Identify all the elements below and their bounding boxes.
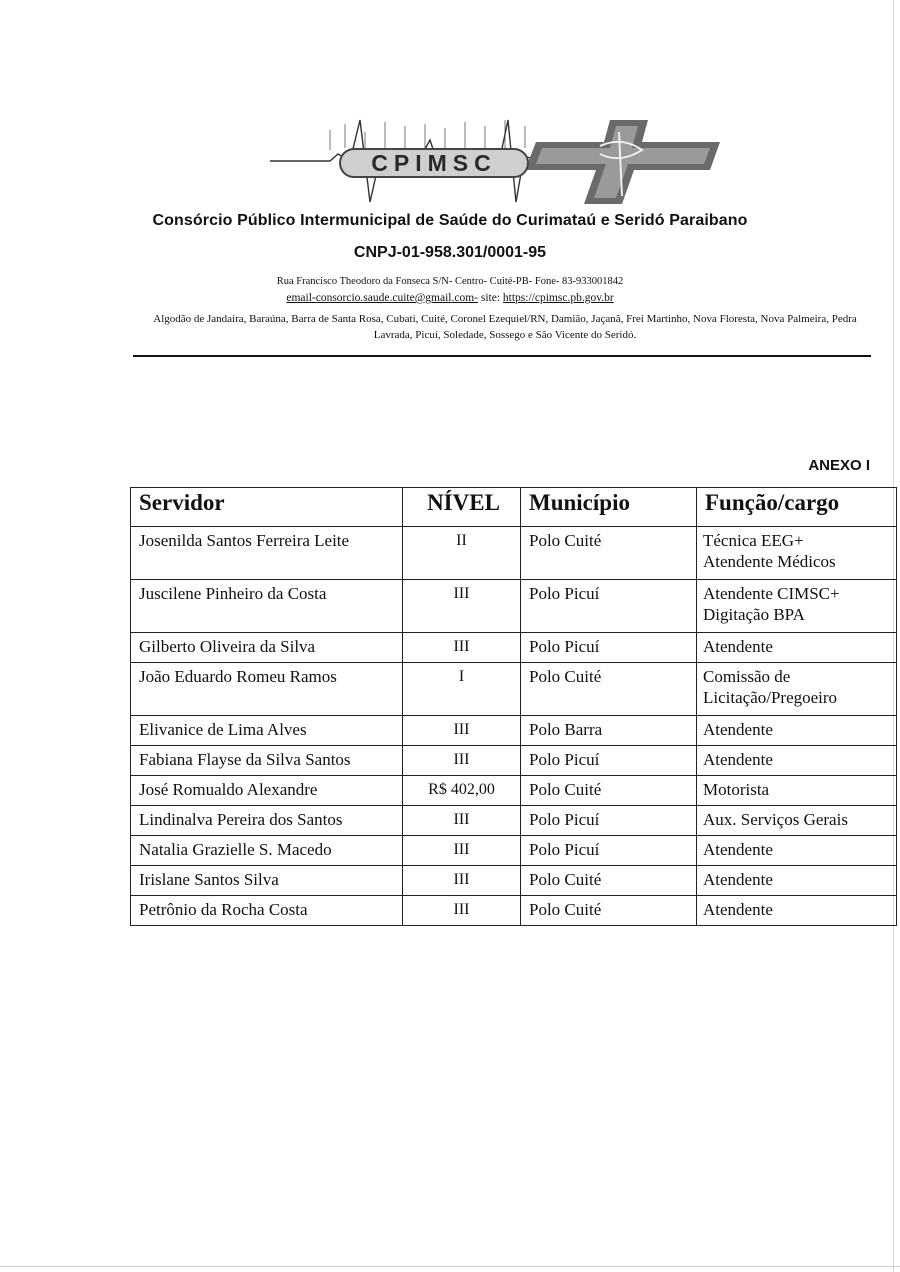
cargo-line: Licitação/Pregoeiro <box>703 688 838 707</box>
cell-cargo <box>697 806 897 836</box>
cell-cargo <box>697 716 897 746</box>
table-row <box>131 836 897 866</box>
cargo-line: Aux. Serviços Gerais <box>703 810 848 829</box>
cell-nivel: III <box>403 716 521 746</box>
cell-municipio: Polo Cuité <box>521 866 697 896</box>
cargo-line: Comissão de <box>703 667 791 686</box>
site-label: site: <box>480 292 501 304</box>
cell-cargo <box>697 580 897 633</box>
cell-nivel: R$ 402,00 <box>403 776 521 806</box>
cell-cargo <box>697 866 897 896</box>
cell-cargo <box>697 896 897 926</box>
cnpj-number: CNPJ-01-958.301/0001-95 <box>353 244 547 261</box>
cell-municipio: Polo Cuité <box>521 776 697 806</box>
cargo-line: Atendente <box>703 637 773 656</box>
cell-servidor: Lindinalva Pereira dos Santos <box>131 806 403 836</box>
cargo-line: Atendente CIMSC+ <box>703 584 840 603</box>
logo-text: CPIMSC <box>371 150 497 176</box>
cell-nivel: III <box>403 896 521 926</box>
caduceus-cross-icon <box>525 120 720 204</box>
cell-servidor: Elivanice de Lima Alves <box>131 716 403 746</box>
column-header-cargo: Função/cargo <box>697 488 897 527</box>
column-header-servidor: Servidor <box>131 488 403 527</box>
table-header-row <box>131 488 897 527</box>
cargo-line: Atendente <box>703 720 773 739</box>
cell-servidor: José Romualdo Alexandre <box>131 776 403 806</box>
cell-municipio: Polo Picuí <box>521 746 697 776</box>
cell-municipio: Polo Picuí <box>521 580 697 633</box>
cell-servidor: Fabiana Flayse da Silva Santos <box>131 746 403 776</box>
cargo-line: Atendente <box>703 750 773 769</box>
annex-label: ANEXO I <box>808 457 870 474</box>
table-row <box>131 716 897 746</box>
contact-line <box>0 292 900 304</box>
cargo-line: Atendente <box>703 870 773 889</box>
table-row <box>131 580 897 633</box>
cell-cargo <box>697 746 897 776</box>
cell-servidor: Natalia Grazielle S. Macedo <box>131 836 403 866</box>
cell-nivel: III <box>403 866 521 896</box>
cargo-line: Atendente <box>703 900 773 919</box>
table-row <box>131 776 897 806</box>
cell-municipio: Polo Picuí <box>521 806 697 836</box>
organization-title: Consórcio Público Intermunicipal de Saúde do Curimataú e Seridó Paraibano <box>152 212 748 229</box>
cargo-line: Motorista <box>703 780 770 799</box>
table-row <box>131 527 897 580</box>
member-municipalities: Algodão de Jandaíra, Baraúna, Barra de Santa Rosa, Cubati, Cuité, Coronel Ezequiel/RN, Damião, Jaçanã, Frei Martinho, Nova Floresta, Nova Palmeira, Pedra Lavrada, Picuí, Soledade, Sossego e São Vicente do Seridó. <box>153 313 857 341</box>
address-line: Rua Francisco Theodoro da Fonseca S/N- Centro- Cuité-PB- Fone- 83-933001842 <box>276 276 624 287</box>
column-header-nivel: NÍVEL <box>403 488 521 527</box>
cargo-line: Atendente <box>703 840 773 859</box>
cell-cargo <box>697 836 897 866</box>
cell-municipio: Polo Cuité <box>521 527 697 580</box>
site-link[interactable]: https://cpimsc.pb.gov.br <box>502 292 614 304</box>
cell-nivel: III <box>403 580 521 633</box>
table-row <box>131 806 897 836</box>
cell-nivel: III <box>403 633 521 663</box>
cell-cargo <box>697 633 897 663</box>
cell-nivel: III <box>403 836 521 866</box>
cell-cargo <box>697 527 897 580</box>
cell-municipio: Polo Picuí <box>521 836 697 866</box>
table-row <box>131 896 897 926</box>
cell-municipio: Polo Barra <box>521 716 697 746</box>
column-header-municipio: Município <box>521 488 697 527</box>
cell-nivel: I <box>403 663 521 716</box>
cargo-line: Atendente Médicos <box>703 552 836 571</box>
cell-nivel: III <box>403 746 521 776</box>
cell-servidor: Irislane Santos Silva <box>131 866 403 896</box>
cargo-line: Técnica EEG+ <box>703 531 804 550</box>
cell-nivel: III <box>403 806 521 836</box>
page-edge-bottom <box>0 1266 900 1267</box>
cell-servidor: Josenilda Santos Ferreira Leite <box>131 527 403 580</box>
cell-servidor: Juscilene Pinheiro da Costa <box>131 580 403 633</box>
table-row <box>131 746 897 776</box>
cell-servidor: Petrônio da Rocha Costa <box>131 896 403 926</box>
table-row <box>131 663 897 716</box>
header-divider <box>133 355 871 357</box>
cell-cargo <box>697 663 897 716</box>
cargo-line: Digitação BPA <box>703 605 805 624</box>
email-link[interactable]: email-consorcio.saude.cuite@gmail.com- <box>286 292 478 304</box>
cpimsc-logo <box>270 112 740 207</box>
cell-cargo <box>697 776 897 806</box>
cell-servidor: Gilberto Oliveira da Silva <box>131 633 403 663</box>
cell-municipio: Polo Cuité <box>521 896 697 926</box>
cell-municipio: Polo Cuité <box>521 663 697 716</box>
cell-nivel: II <box>403 527 521 580</box>
cell-servidor: João Eduardo Romeu Ramos <box>131 663 403 716</box>
table-row <box>131 633 897 663</box>
cell-municipio: Polo Picuí <box>521 633 697 663</box>
staff-table <box>130 487 897 926</box>
table-row <box>131 866 897 896</box>
